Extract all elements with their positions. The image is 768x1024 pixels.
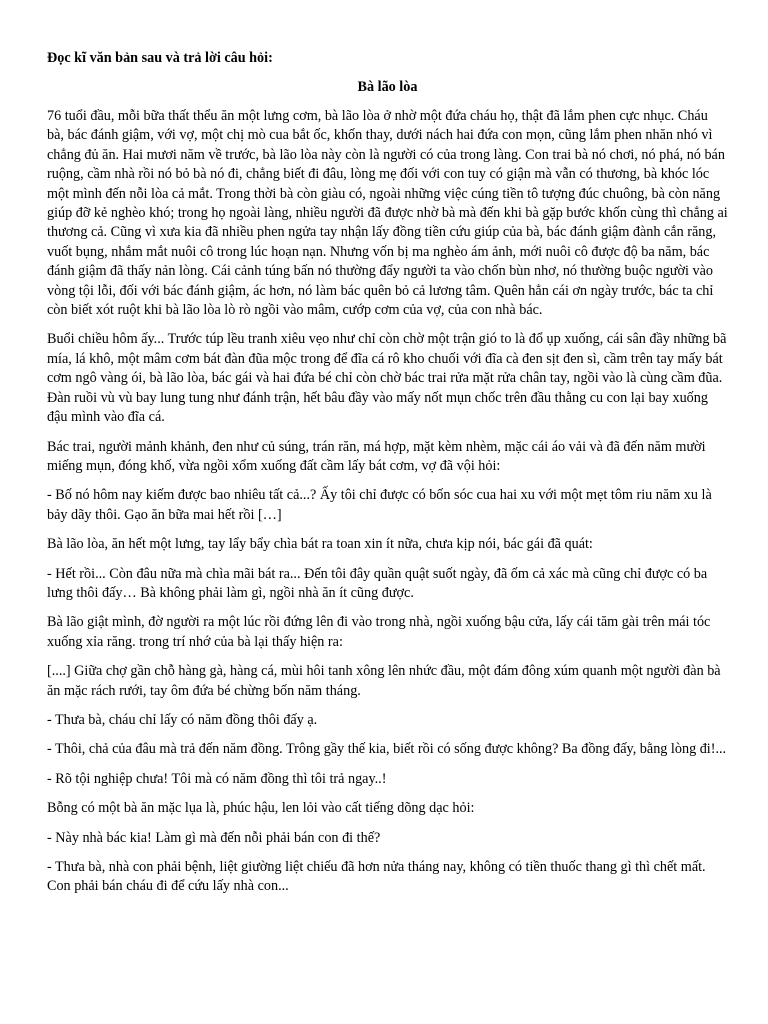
instruction-heading: Đọc kĩ văn bản sau và trả lời câu hỏi: xyxy=(47,50,273,66)
paragraph-7: Bà lão giật mình, đờ người ra một lúc rồi đứng lên đi vào trong nhà, ngồi xuống bậu cửa, lấy cái tăm gài trên mái tóc xuống xỉa răng. trong trí nhớ của bà lại thấy hiện ra: xyxy=(47,614,711,650)
paragraph-6: - Hết rồi... Còn đâu nữa mà chìa mãi bát ra... Đến tôi đây quần quật suốt ngày, đã ốm cả xác mà cũng chỉ được có ba lưng thôi đấy… Bà không phải làm gì, ngồi nhà ăn ít cũng được. xyxy=(47,565,708,601)
paragraph-8: [....] Giữa chợ gần chỗ hàng gà, hàng cá, mùi hôi tanh xông lên nhức đầu, một đám đông xúm quanh một người đàn bà ăn mặc rách rưới, tay ôm đứa bé chừng bốn năm tháng. xyxy=(47,663,721,699)
document-title: Bà lão lòa xyxy=(357,79,418,95)
paragraph-10: - Thôi, chả của đâu mà trả đến năm đồng. Trông gầy thế kia, biết rồi có sống được không? Ba đồng đấy, bằng lòng đi!... xyxy=(47,741,727,758)
paragraph-4: - Bố nó hôm nay kiếm được bao nhiêu tất cả...? Ấy tôi chỉ được có bốn sóc cua hai xu với một mẹt tôm riu năm xu là bảy dãy thôi. Gạo ăn bữa mai hết rồi […] xyxy=(47,487,712,523)
paragraph-11: - Rõ tội nghiệp chưa! Tôi mà có năm đồng thì tôi trả ngay..! xyxy=(47,770,387,787)
paragraph-2: Buổi chiều hôm ấy... Trước túp lều tranh xiêu vẹo như chỉ còn chờ một trận gió to là đổ ụp xuống, cái sân đầy những bã mía, lá khô, một mâm cơm bát đàn đũa mộc trong để đĩa cá rô kho chuối với đĩa cà đen sịt đen sì, cầm trên tay mấy bát cơm ngô vàng ói, bà lão lòa, bác gái và hai đứa bé chỉ còn chờ bác trai rửa mặt rửa chân tay, ngồi vào là cùng cầm đũa. Đàn ruồi vù vù bay lung tung như đánh trận, hết bâu đầy vào mấy nốt mụn chốc trên đầu thằng cu con lại bay xuống đậu mình vào đĩa cá. xyxy=(47,331,727,426)
paragraph-1: 76 tuổi đầu, mỗi bữa thất thểu ăn một lưng cơm, bà lão lòa ở nhờ một đứa cháu họ, thật đã lắm phen cực nhục. Cháu bà, bác đánh giậm, với vợ, một chị mò cua bắt ốc, khốn thay, dưới nách hai đứa con mọn, cũng lắm phen nhăn nhó vì chẳng đủ ăn. Hai mươi năm về trước, bà lão lòa này còn là người có của trong làng. Con trai bà nó chơi, nó phá, nó bán ruộng, cầm nhà rồi nó bỏ bà nó đi, chẳng biết đi đâu, lòng mẹ đối với con tuy có giận mà vẫn có thương, bà khóc lóc một mình đến nỗi lòa cả mắt. Trong thời bà còn giàu có, ngoài những việc cúng tiền tô tượng đúc chuông, bà còn năng giúp đỡ kẻ nghèo khó; trong họ ngoài làng, nhiều người đã được nhờ bà mà đến khi bà gặp bước khốn cùng thì chẳng ai thương cả. Cũng vì xưa kia đã nhiều phen ngửa tay nhận lấy đồng tiền cứu giúp của bà, bác đánh giậm đành cắn răng, vuốt bụng, nhắm mắt nuôi cô trong lúc hoạn nạn. Nhưng vốn bị ma nghèo ám ảnh, mới nuôi cô được độ ba năm, bác đánh giậm đã thấy nản lòng. Cái cảnh túng bấn nó thường đẩy người ta vào chốn bùn nhơ, nó thường buộc người vào vòng tội lỗi, đối với bác đánh giậm, ác hơn, nó làm bác quên bỏ cả lương tâm. Quên hẳn cái ơn ngày trước, bác ta chỉ còn biết xót ruột khi bà lão lòa lò rò ngồi vào mâm, cướp cơm của vợ, của con nhà bác. xyxy=(47,108,728,319)
paragraph-3: Bác trai, người mảnh khảnh, đen như củ súng, trán răn, má hợp, mặt kèm nhèm, mặc cái áo vải và đã đến năm mười miếng mụn, đóng khố, vừa ngồi xổm xuống đất cầm lấy bát cơm, vợ đã vội hỏi: xyxy=(47,438,706,474)
paragraph-13: - Này nhà bác kia! Làm gì mà đến nỗi phải bán con đi thế? xyxy=(47,829,381,846)
paragraph-14: - Thưa bà, nhà con phải bệnh, liệt giường liệt chiếu đã hơn nửa tháng nay, không có tiền thuốc thang gì thì chết mất. Con phải bán cháu đi để cứu lấy nhà con... xyxy=(47,859,706,895)
paragraph-5: Bà lão lòa, ăn hết một lưng, tay lẩy bẩy chìa bát ra toan xin ít nữa, chưa kịp nói, bác gái đã quát: xyxy=(47,536,593,553)
paragraph-9: - Thưa bà, cháu chỉ lấy có năm đồng thôi đấy ạ. xyxy=(47,711,318,728)
paragraph-12: Bỗng có một bà ăn mặc lụa là, phúc hậu, len lỏi vào cất tiếng dõng dạc hỏi: xyxy=(47,800,475,817)
